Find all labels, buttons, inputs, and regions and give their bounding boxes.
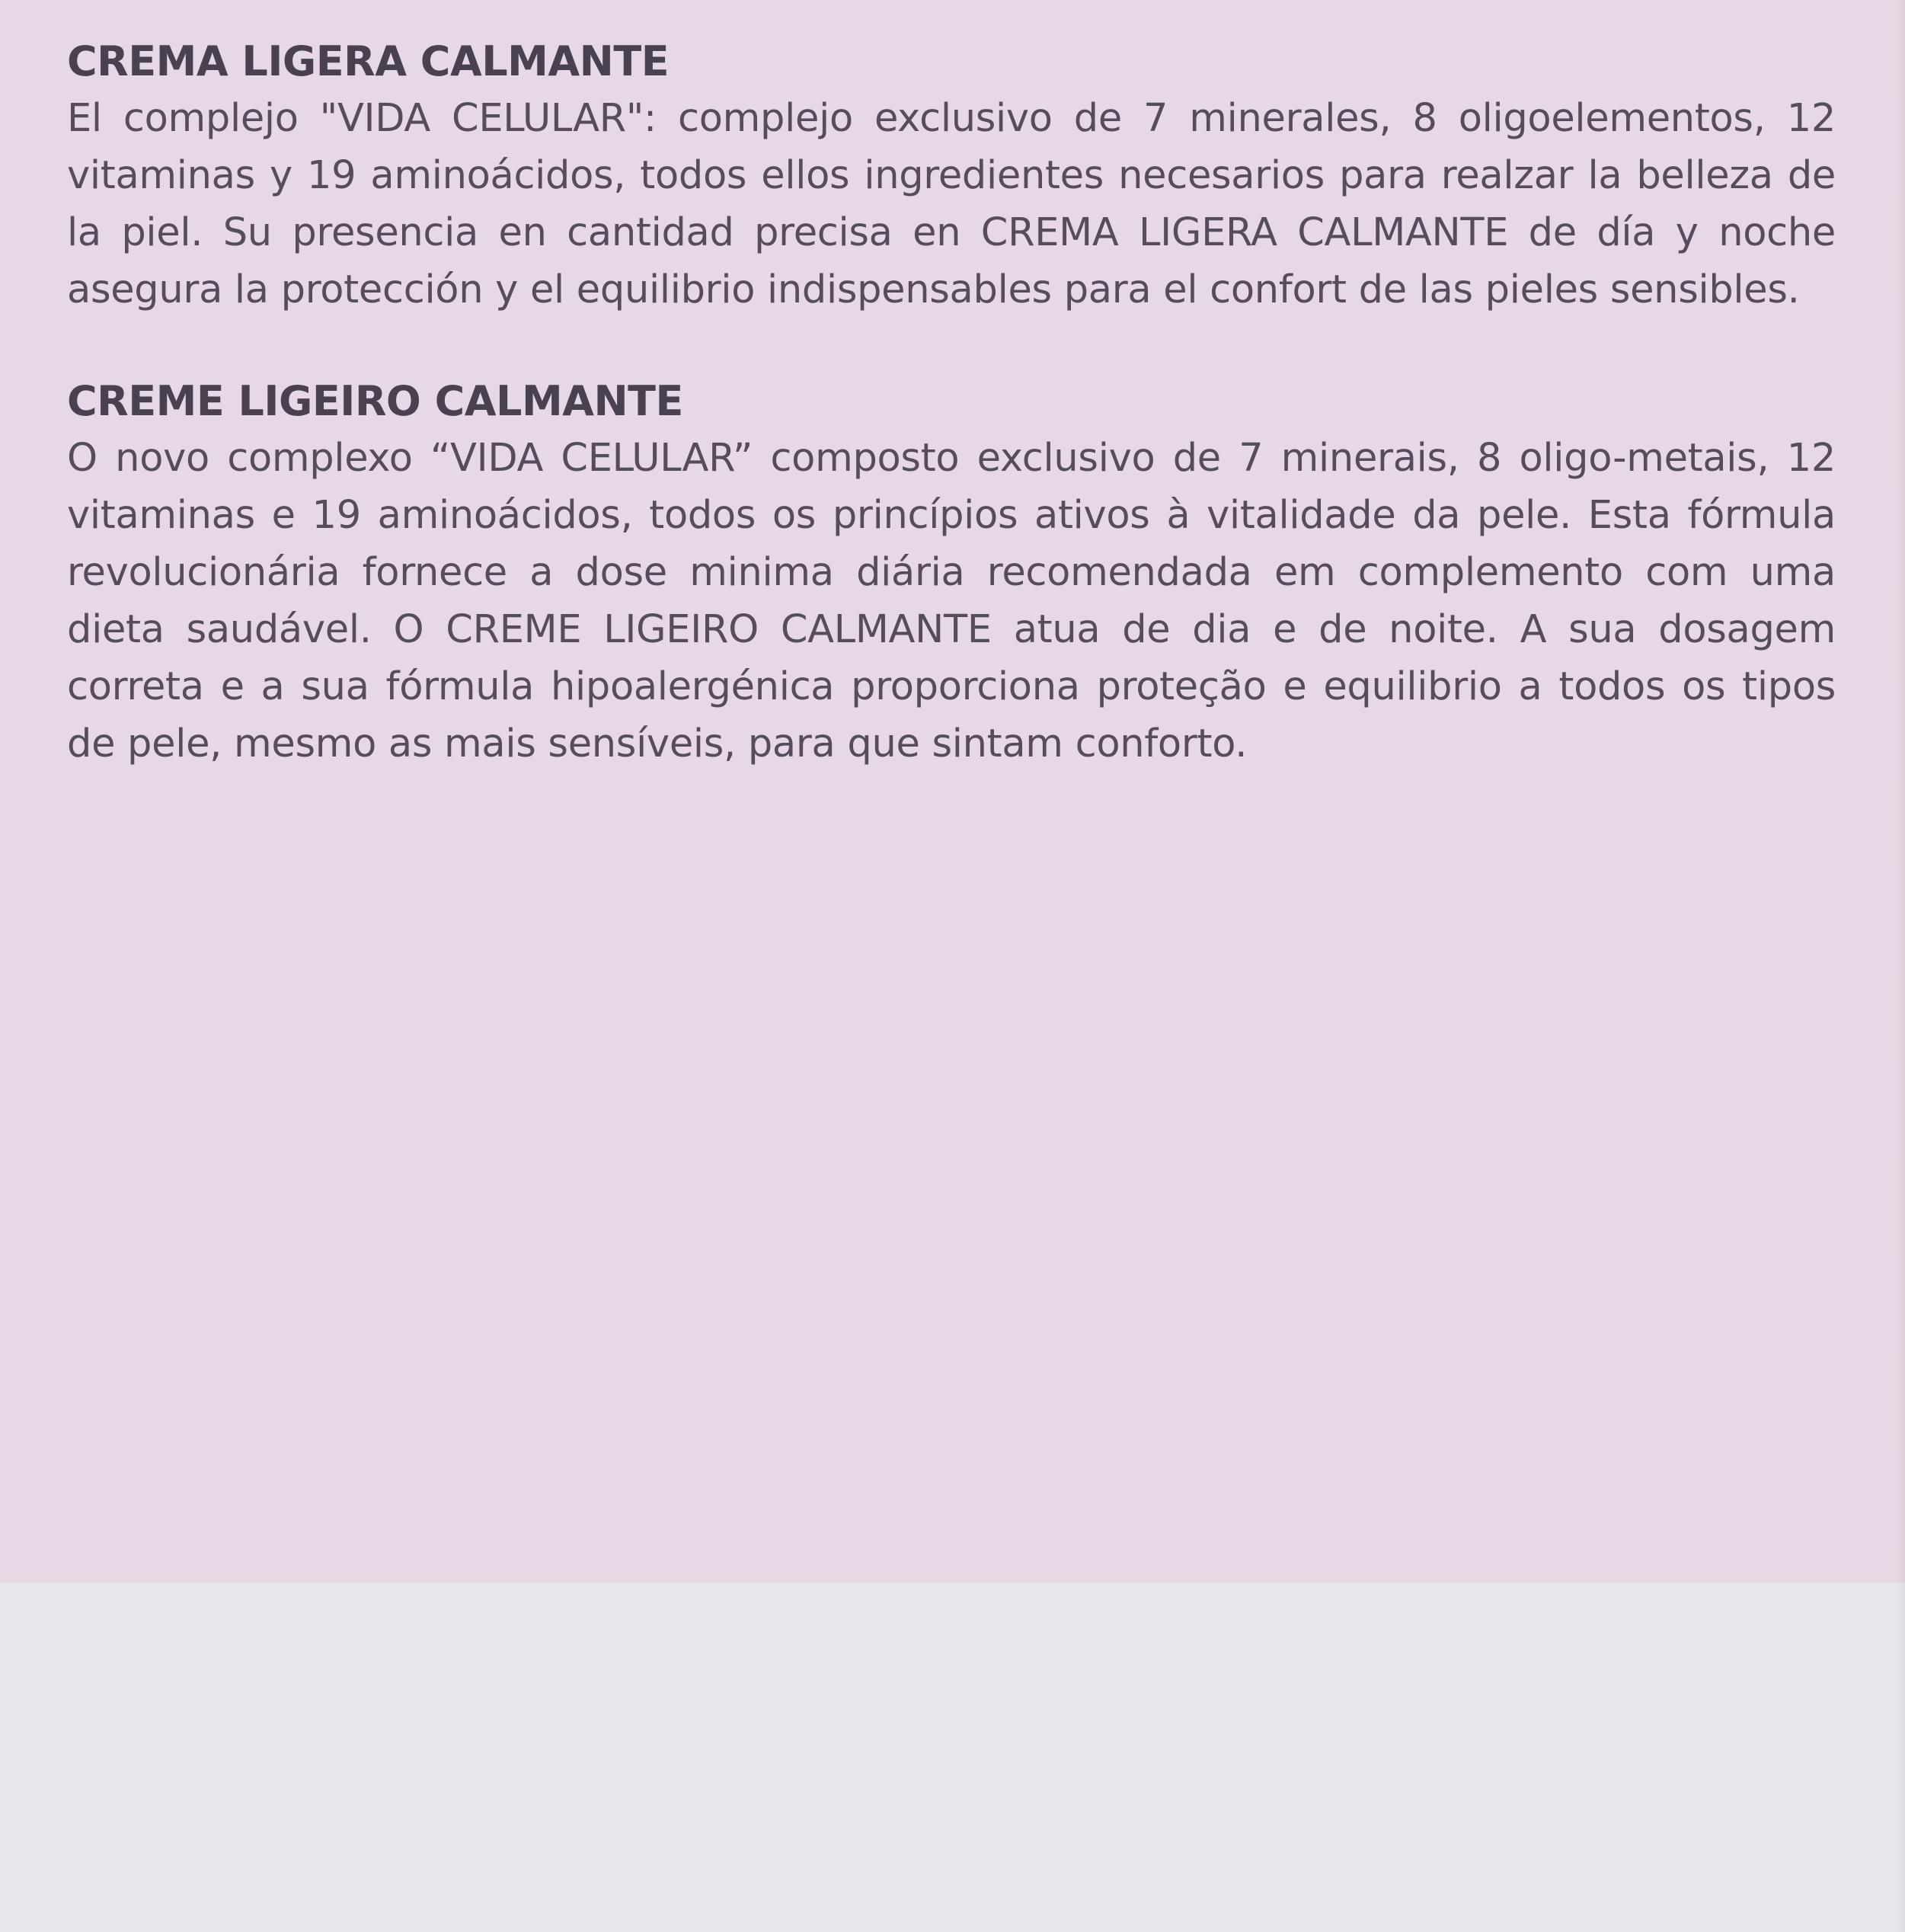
product-description bbox=[67, 34, 1836, 827]
section-body: El complejo "VIDA CELULAR": complejo exclusivo de 7 minerales, 8 oligoelementos, 12 vitaminas y 19 aminoácidos, todos ellos ingredientes necesarios para realzar la belleza de la piel. Su presencia en cantidad precisa en CREMA LIGERA CALMANTE de día y noche asegura la protección y el equilibrio indispensables para el confort de las pieles sensibles. bbox=[67, 96, 1836, 312]
portuguese-section bbox=[67, 373, 1836, 772]
section-heading: CREME LIGEIRO CALMANTE bbox=[67, 377, 683, 425]
section-heading: CREMA LIGERA CALMANTE bbox=[67, 37, 670, 85]
spanish-section bbox=[67, 34, 1836, 318]
section-body: O novo complexo “VIDA CELULAR” composto exclusivo de 7 minerais, 8 oligo-metais, 12 vitaminas e 19 aminoácidos, todos os princípios ativos à vitalidade da pele. Esta fórmula revolucionária fornece a dose minima diária recomendada em complemento com uma dieta saudável. O CREME LIGEIRO CALMANTE atua de dia e de noite. A sua dosagem correta e a sua fórmula hipoalergénica proporciona proteção e equilibrio a todos os tipos de pele, mesmo as mais sensíveis, para que sintam conforto. bbox=[67, 436, 1836, 766]
white-base-strip bbox=[0, 1583, 1905, 1932]
right-edge-shadow bbox=[1897, 0, 1905, 1932]
